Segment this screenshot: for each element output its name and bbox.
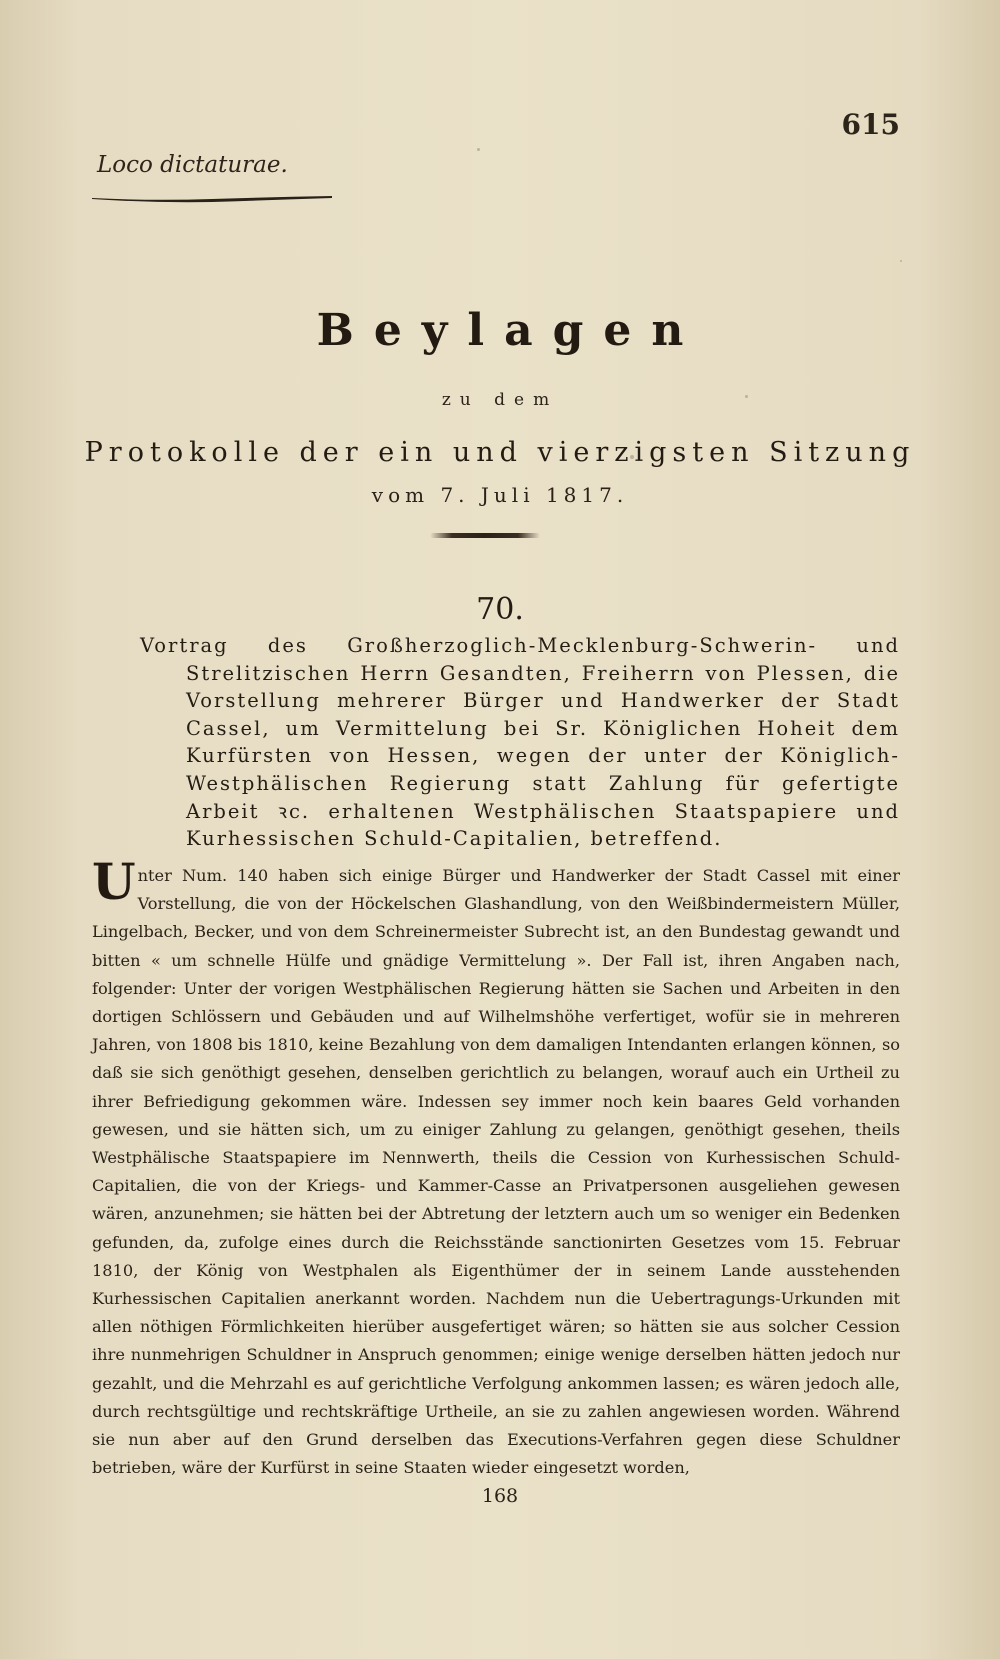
body-text: nter Num. 140 haben sich einige Bürger und Handwerker der Stadt Cassel mit einer Vorstellung, die von der Höckelschen Glashandlung, von den Weißbindermeistern Müller, Lingelbach, Becker, und von dem Schreinermeister Subrecht ist, an den Bundestag gewandt und bitten « um schnelle Hülfe und gnädige Vermittelung ». Der Fall ist, ihren Angaben nach, folgender: Unter der vorigen Westphälischen Regierung hätten sie Sachen und Arbeiten in den dortigen Schlössern und Gebäuden und auf Wilhelmshöhe verfertiget, wofür sie in mehreren Jahren, von 1808 bis 1810, keine Bezahlung von dem damaligen Intendanten erlangen können, so daß sie sich genöthigt gesehen, denselben gerichtlich zu belangen, worauf auch ein Urtheil zu ihrer Befriedigung gekommen wäre. Indessen sey immer noch kein baares Geld vorhanden gewesen, und sie hätten sich, um zu einiger Zahlung zu gelangen, genöthigt gesehen, theils Westphälische Staatspapiere im Nennwerth, theils die Cession von Kurhessischen Schuld-Capitalien, die von der Kriegs- und Kammer-Casse an Privatpersonen ausgeliehen gewesen wären, anzunehmen; sie hätten bei der Abtretung der letztern auch um so weniger ein Bedenken gefunden, da, zufolge eines durch die Reichsstände sanctionirten Gesetzes vom 15. Februar 1810, der König von Westphalen als Eigenthümer der in seinem Lande ausstehenden Kurhessischen Capitalien anerkannt worden. Nachdem nun die Uebertragungs-Urkunden mit allen nöthigen Förmlichkeiten hierüber ausgefertiget wären; so hätten sie aus solcher Cession ihre nunmehrigen Schuldner in Anspruch genommen; einige wenige derselben hätten jedoch nur gezahlt, und die Mehrzahl es auf gerichtliche Verfolgung ankommen lassen; es wären jedoch alle, durch rechtsgültige und rechtskräftige Urtheile, an sie zu zahlen angewiesen worden. Während sie nun aber auf den Grund derselben das Executions-Verfahren gegen diese Schuldner betrieben, wäre der Kurfürst in seine Staaten wieder eingesetzt worden, [92, 866, 900, 1478]
session-date: vom 7. Juli 1817. [371, 483, 629, 507]
subtitle-connector: zu dem [441, 390, 559, 410]
signature-mark: 168 [481, 1485, 519, 1507]
paper-speck [900, 260, 902, 262]
body-paragraph [92, 852, 900, 1482]
drop-capital: U [92, 852, 136, 911]
section-divider [430, 533, 540, 538]
paper-speck [477, 148, 480, 151]
paper-speck [745, 395, 748, 398]
decorative-swash-rule [92, 195, 332, 203]
vortrag-heading: Vortrag des Großherzoglich-Mecklenburg-Schwerin- und Strelitzischen Herrn Gesandten, Freiherrn von Plessen, die Vorstellung mehrerer Bürger und Handwerker der Stadt Cassel, um Vermittelung bei Sr. Königlichen Hoheit dem Kurfürsten von Hessen, wegen der unter der Königlich-Westphälischen Regierung statt Zahlung für gefertigte Arbeit ꝛc. erhaltenen Westphälischen Staatspapiere und Kurhessischen Schuld-Capitalien, betreffend. [140, 634, 900, 851]
page-title: Beylagen [316, 305, 704, 356]
page-number: 615 [841, 108, 900, 141]
marginal-note: Loco dictaturae. [97, 152, 288, 178]
section-number: 70. [476, 592, 524, 627]
paper-speck [630, 455, 634, 459]
protocol-heading: Protokolle der ein und vierzigsten Sitzung [84, 437, 916, 468]
